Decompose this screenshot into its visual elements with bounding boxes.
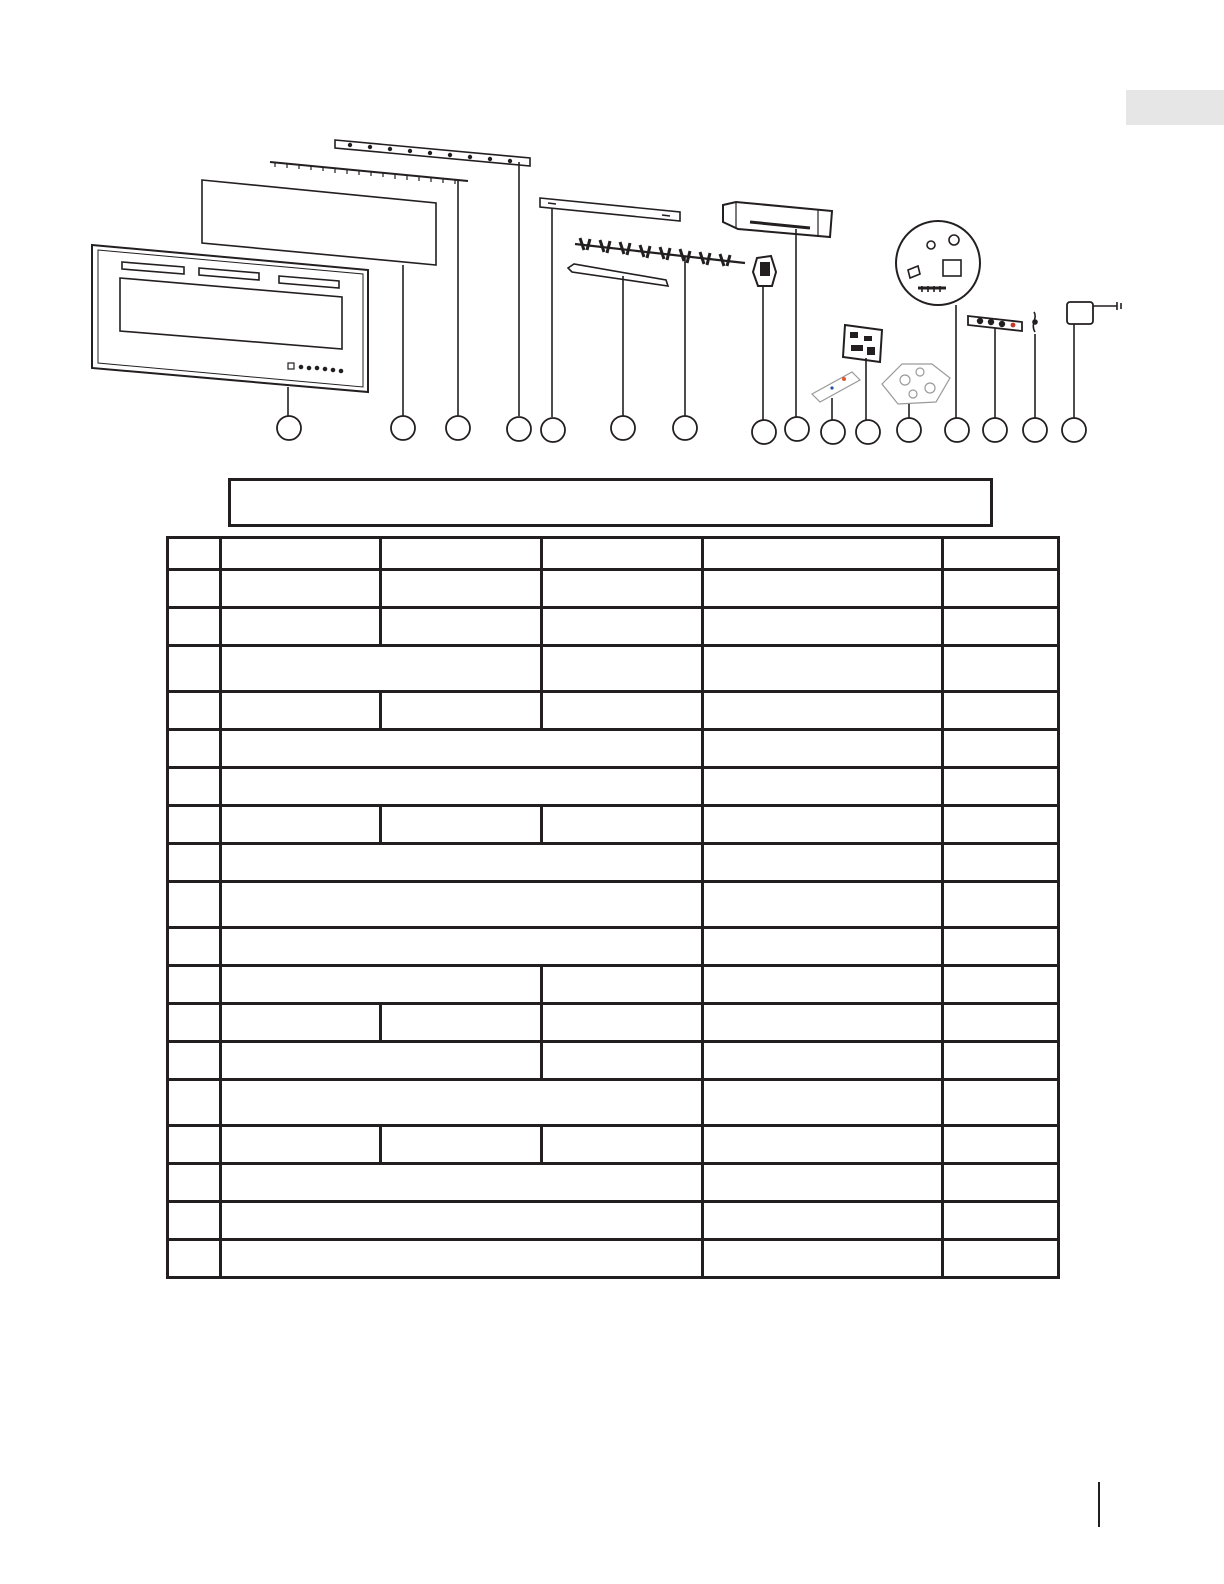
mounting-rail-part (540, 198, 680, 221)
callout-10 (821, 420, 845, 444)
table-row (168, 1042, 1059, 1080)
table-cell (221, 1080, 703, 1126)
callout-5 (541, 418, 565, 442)
table-cell-ref (168, 806, 221, 844)
table-cell (943, 570, 1059, 608)
table-cell (381, 1004, 542, 1042)
table-cell-ref (168, 1240, 221, 1278)
table-row (168, 538, 1059, 570)
table-cell (542, 692, 703, 730)
table-cell (943, 608, 1059, 646)
front-frame-part (92, 245, 368, 392)
table-cell (703, 730, 943, 768)
motor-part (753, 256, 776, 286)
table-row (168, 806, 1059, 844)
table-cell (381, 692, 542, 730)
table-cell (542, 1126, 703, 1164)
table-cell (703, 1126, 943, 1164)
heater-part (723, 202, 832, 237)
table-cell (381, 806, 542, 844)
table-row (168, 730, 1059, 768)
table-cell (542, 538, 703, 570)
table-cell (943, 768, 1059, 806)
power-adapter-part (1067, 302, 1121, 324)
callout-7 (673, 416, 697, 440)
table-cell (542, 646, 703, 692)
table-cell (381, 608, 542, 646)
table-row (168, 1004, 1059, 1042)
callout-1 (277, 416, 301, 440)
table-cell (221, 966, 542, 1004)
table-cell (381, 570, 542, 608)
hardware-kit-part (896, 221, 980, 305)
table-cell (542, 806, 703, 844)
callout-2 (391, 416, 415, 440)
table-cell (221, 1126, 381, 1164)
table-cell (943, 1164, 1059, 1202)
table-cell-ref (168, 882, 221, 928)
callout-8 (752, 420, 776, 444)
table-cell (221, 692, 381, 730)
table-cell (703, 538, 943, 570)
table-cell (703, 882, 943, 928)
table-cell (221, 882, 703, 928)
callout-11 (856, 420, 880, 444)
table-row (168, 692, 1059, 730)
table-cell-ref (168, 1004, 221, 1042)
callout-3 (446, 416, 470, 440)
callout-9 (785, 417, 809, 441)
table-cell (943, 928, 1059, 966)
table-cell-ref (168, 928, 221, 966)
parts-list-title-box (228, 478, 993, 527)
callout-14 (983, 418, 1007, 442)
table-cell (703, 692, 943, 730)
callout-16 (1062, 418, 1086, 442)
table-cell (703, 1004, 943, 1042)
table-cell (221, 570, 381, 608)
table-cell-ref (168, 692, 221, 730)
table-row (168, 1164, 1059, 1202)
table-cell (943, 1004, 1059, 1042)
led-strip-part (270, 162, 468, 184)
ember-media-part (882, 364, 950, 404)
table-cell (221, 1042, 542, 1080)
glass-panel-part (202, 180, 436, 265)
top-bracket-part (335, 140, 530, 166)
table-cell (221, 1004, 381, 1042)
table-row (168, 570, 1059, 608)
table-cell (542, 570, 703, 608)
table-cell (703, 844, 943, 882)
table-cell-ref (168, 1202, 221, 1240)
table-cell (943, 538, 1059, 570)
table-cell (703, 1202, 943, 1240)
table-cell-ref (168, 1080, 221, 1126)
exploded-parts-diagram (0, 0, 1224, 460)
parts-table (166, 536, 1060, 1279)
table-cell (943, 692, 1059, 730)
callout-circles (277, 416, 1086, 444)
callout-12 (897, 418, 921, 442)
table-cell (703, 1164, 943, 1202)
table-cell (221, 1240, 703, 1278)
table-cell (703, 646, 943, 692)
table-cell (703, 1080, 943, 1126)
table-cell (943, 1126, 1059, 1164)
table-cell (221, 1164, 703, 1202)
table-cell (943, 882, 1059, 928)
table-cell (703, 806, 943, 844)
table-row (168, 928, 1059, 966)
table-cell-ref (168, 608, 221, 646)
table-cell (221, 844, 703, 882)
table-cell (943, 1240, 1059, 1278)
table-cell (221, 806, 381, 844)
table-row (168, 608, 1059, 646)
table-cell (703, 768, 943, 806)
table-cell (221, 646, 542, 692)
table-row (168, 966, 1059, 1004)
table-cell (943, 844, 1059, 882)
callout-6 (611, 416, 635, 440)
table-cell (221, 730, 703, 768)
table-cell (221, 928, 703, 966)
table-cell (703, 1240, 943, 1278)
table-cell-ref (168, 646, 221, 692)
table-row (168, 768, 1059, 806)
table-cell (221, 608, 381, 646)
table-cell-ref (168, 1126, 221, 1164)
callout-15 (1023, 418, 1047, 442)
table-cell (943, 1080, 1059, 1126)
callout-4 (507, 417, 531, 441)
table-cell (381, 1126, 542, 1164)
table-cell-ref (168, 1042, 221, 1080)
table-row (168, 646, 1059, 692)
table-cell (703, 966, 943, 1004)
table-cell-ref (168, 768, 221, 806)
table-row (168, 1202, 1059, 1240)
table-cell (542, 1042, 703, 1080)
table-cell (943, 966, 1059, 1004)
table-cell-ref (168, 966, 221, 1004)
table-cell (542, 608, 703, 646)
table-cell-ref (168, 538, 221, 570)
table-row (168, 1240, 1059, 1278)
table-row (168, 1126, 1059, 1164)
sensor-lead-part (1033, 312, 1037, 332)
table-cell (703, 928, 943, 966)
table-cell-ref (168, 730, 221, 768)
table-cell (703, 608, 943, 646)
table-cell (943, 730, 1059, 768)
remote-control-part (812, 372, 860, 402)
page-footer-rule (1098, 1482, 1100, 1527)
rod-bracket-part (568, 264, 668, 286)
table-cell (703, 570, 943, 608)
table-row (168, 1080, 1059, 1126)
flame-rod-part (575, 238, 745, 266)
table-cell-ref (168, 570, 221, 608)
table-cell (221, 1202, 703, 1240)
table-cell (943, 1042, 1059, 1080)
table-cell (943, 1202, 1059, 1240)
callout-13 (945, 418, 969, 442)
table-cell (381, 538, 542, 570)
table-cell (703, 1042, 943, 1080)
table-cell (542, 966, 703, 1004)
control-board-part (843, 325, 882, 362)
table-row (168, 844, 1059, 882)
table-cell-ref (168, 844, 221, 882)
table-cell (542, 1004, 703, 1042)
table-cell (943, 646, 1059, 692)
table-cell-ref (168, 1164, 221, 1202)
table-cell (221, 538, 381, 570)
table-row (168, 882, 1059, 928)
table-cell (943, 806, 1059, 844)
table-cell (221, 768, 703, 806)
